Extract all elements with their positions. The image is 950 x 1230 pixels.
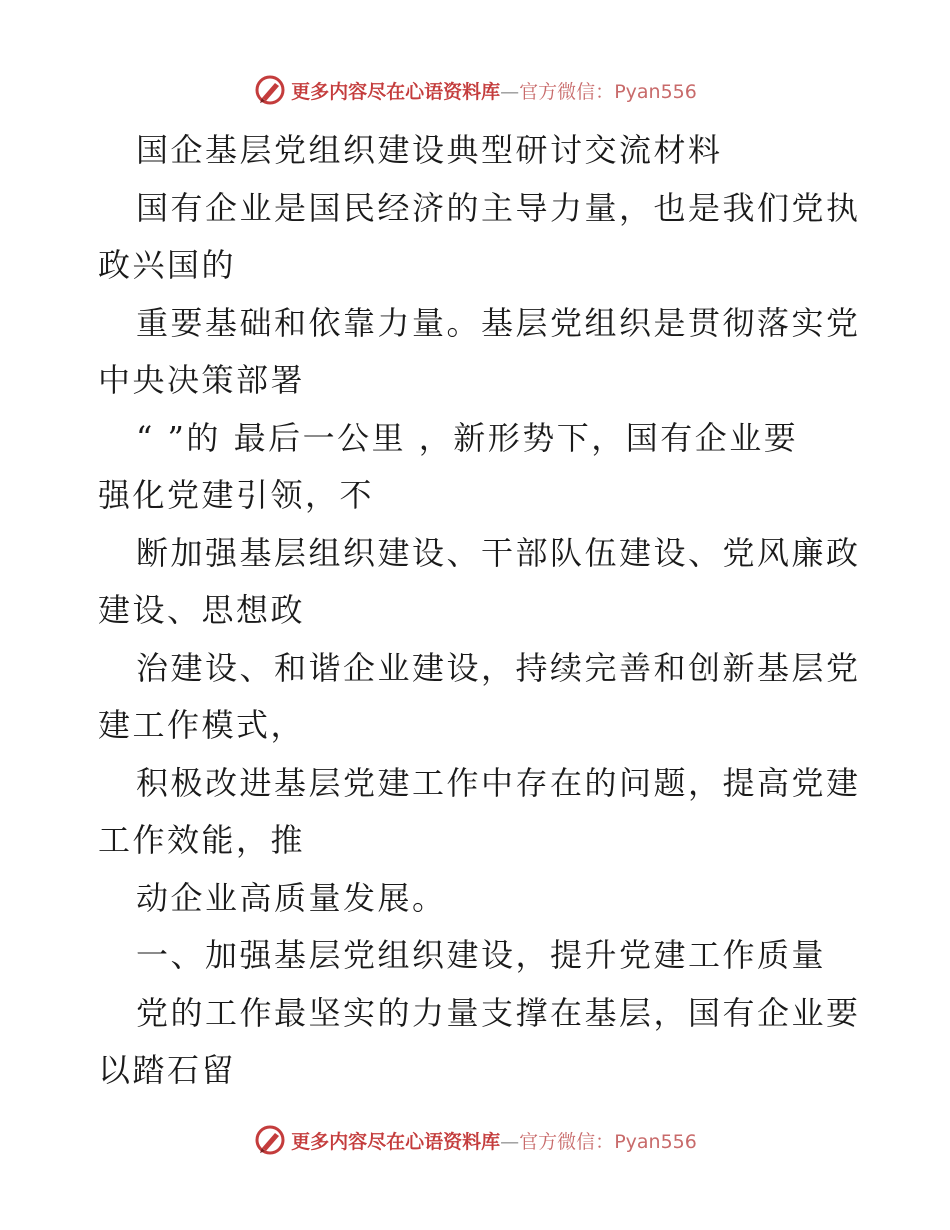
paragraph-line: 国有企业是国民经济的主导力量，也是我们党执 (136, 188, 861, 227)
paragraph-line: 建设、思想政 (98, 591, 306, 629)
paragraph-line: 强化党建引领，不 (98, 476, 375, 514)
footer-watermark (0, 1120, 950, 1160)
pen-logo-icon (253, 1123, 287, 1157)
paragraph-line: 政兴国的 (98, 246, 237, 284)
paragraph-line: 工作效能，推 (98, 821, 306, 859)
paragraph-line: “ ”的 最后一公里 ，新形势下，国有企业要 (136, 418, 799, 457)
paragraph-line: 一、加强基层党组织建设，提升党建工作质量 (136, 936, 827, 974)
pen-logo-icon (253, 73, 287, 107)
paragraph-line: 动企业高质量发展。 (136, 878, 447, 917)
paragraph-line: 积极改进基层党建工作中存在的问题，提高党建 (136, 763, 861, 802)
header-watermark (0, 70, 950, 110)
paragraph-line: 中央决策部署 (98, 361, 306, 399)
paragraph-line: 治建设、和谐企业建设，持续完善和创新基层党 (136, 648, 861, 687)
header-watermark-text: 更多内容尽在心语资料库—官方微信：Pyan556 (291, 80, 697, 103)
paragraph-line: 断加强基层组织建设、干部队伍建设、党风廉政 (136, 533, 861, 572)
document-title: 国企基层党组织建设典型研讨交流材料 (136, 131, 723, 169)
document-body (98, 122, 861, 1100)
paragraph-line: 重要基础和依靠力量。基层党组织是贯彻落实党 (136, 303, 861, 342)
paragraph-line: 党的工作最坚实的力量支撑在基层，国有企业要 (136, 993, 861, 1032)
footer-watermark-text: 更多内容尽在心语资料库—官方微信：Pyan556 (291, 1130, 697, 1153)
paragraph-line: 建工作模式， (98, 706, 306, 744)
paragraph-line: 以踏石留 (98, 1051, 237, 1089)
